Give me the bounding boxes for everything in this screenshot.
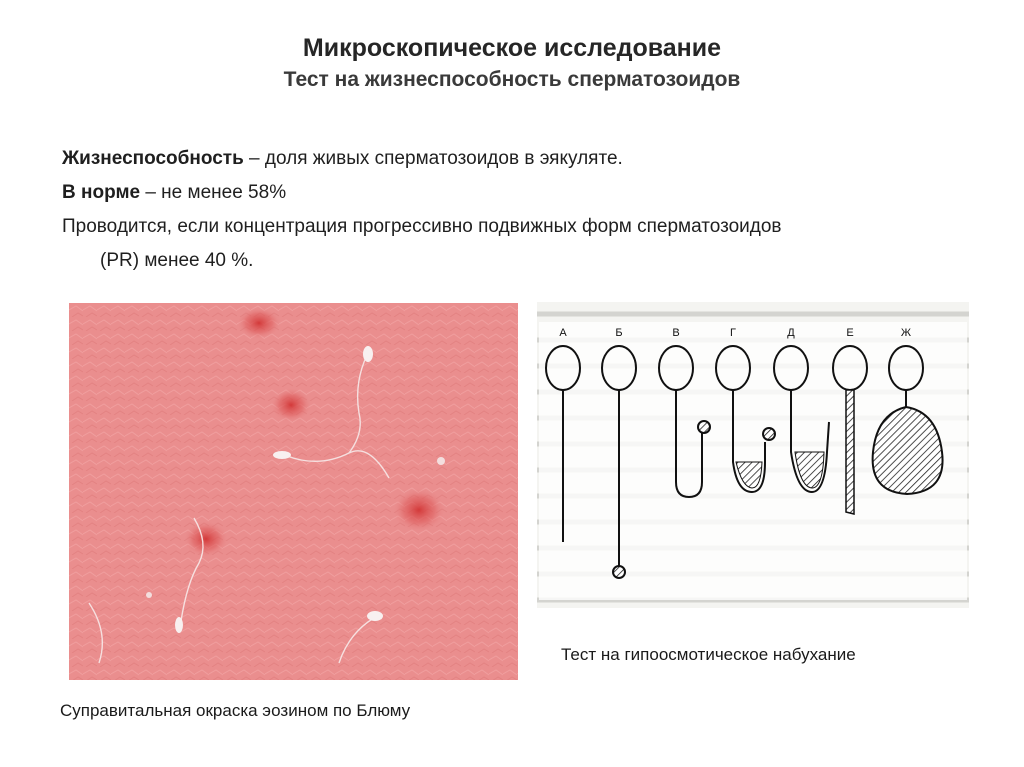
paragraph-indication-line2: (PR) менее 40 %. [100,250,254,271]
diagram-caption: Тест на гипоосмотическое набухание [561,645,856,664]
photo-caption: Суправитальная окраска эозином по Блюму [60,701,411,720]
paragraph-indication-line1: Проводится, если концентрация прогрессивно подвижных форм сперматозоидов [62,216,782,237]
paragraph-viability [62,142,982,176]
slide-title: Микроскопическое исследование [302,34,722,62]
paragraph-norm [62,176,982,210]
eosin-stain-micrograph [69,303,518,680]
term-viability: Жизнеспособность [62,148,244,169]
text-norm: – не менее 58% [140,182,287,203]
label-d: Д [787,327,795,339]
label-e: Е [846,327,854,339]
body-text [62,142,982,278]
term-norm: В норме [62,182,141,203]
label-v: В [672,327,680,339]
label-b: Б [615,327,623,339]
label-a: А [559,327,567,339]
hypoosmotic-swelling-diagram [537,302,969,608]
label-zh: Ж [900,327,912,339]
text-viability: – доля живых сперматозоидов в эякуляте. [243,148,623,169]
label-g: Г [730,327,736,339]
slide-subtitle: Тест на жизнеспособность сперматозоидов [283,68,741,91]
